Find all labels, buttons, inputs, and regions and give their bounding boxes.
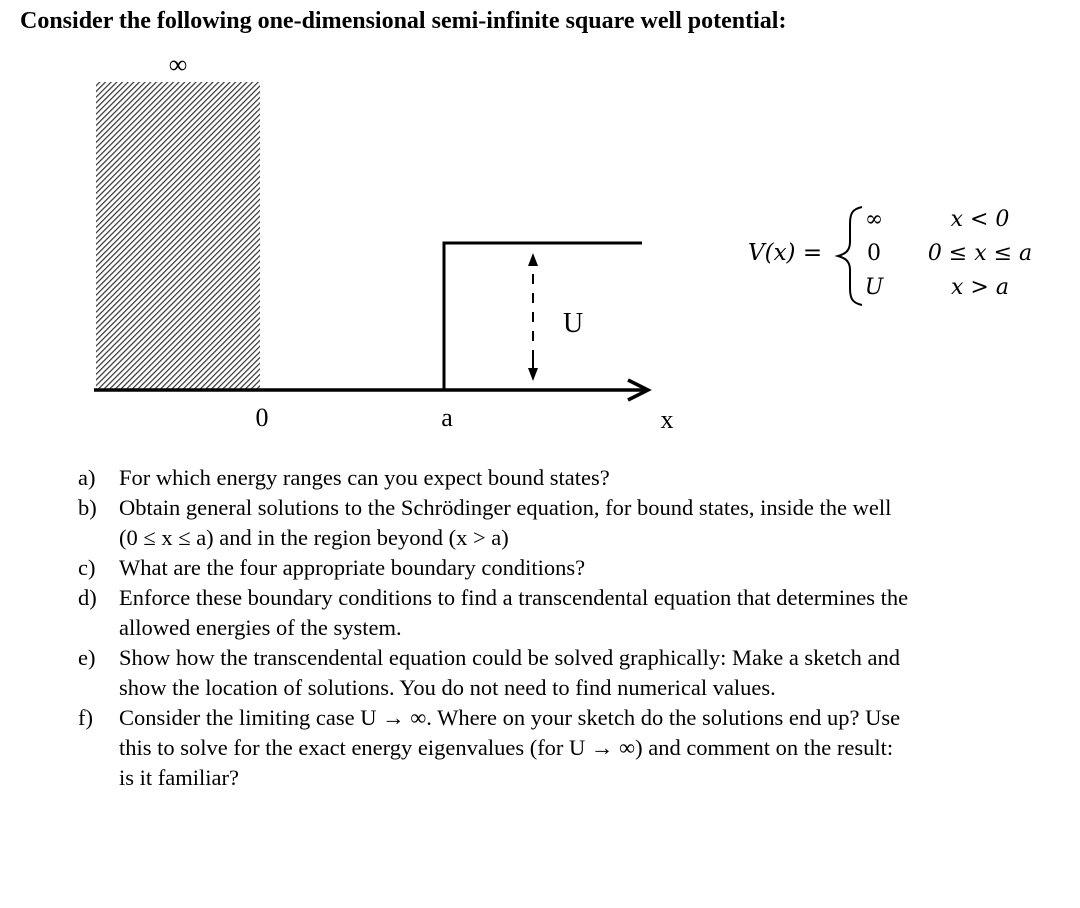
case-value-2: 0 (867, 241, 881, 266)
question-text (119, 463, 1068, 493)
problem-title: Consider the following one-dimensional semi-infinite square well potential: (20, 8, 787, 34)
question-line: allowed energies of the system. (119, 615, 402, 640)
question-line: is it familiar? (119, 765, 239, 790)
question-letter: f) (78, 705, 93, 730)
step-height-label: U (563, 308, 584, 339)
question-letter: a) (78, 465, 96, 490)
potential-lhs: V(x) = (748, 240, 823, 266)
case-value-3: U (864, 275, 884, 300)
tick-label-0: 0 (255, 403, 269, 432)
infinite-wall (96, 82, 260, 390)
question-list (78, 463, 1068, 793)
infinity-label: ∞ (168, 50, 188, 79)
question-text (119, 703, 1068, 793)
question-item-c (78, 553, 1068, 583)
question-text (119, 643, 1068, 703)
question-line: Consider the limiting case U → ∞. Where on your sketch do the solutions end up? Use (119, 705, 901, 730)
case-condition-1: x < 0 (950, 207, 1010, 232)
question-line: What are the four appropriate boundary conditions? (119, 555, 586, 580)
question-line: Obtain general solutions to the Schrödinger equation, for bound states, inside the well (119, 495, 892, 520)
question-line: this to solve for the exact energy eigenvalues (for U → ∞) and comment on the result: (119, 735, 894, 760)
question-line: Enforce these boundary conditions to find a transcendental equation that determines the (119, 585, 909, 610)
question-line: show the location of solutions. You do not need to find numerical values. (119, 675, 776, 700)
case-value-1: ∞ (864, 207, 884, 232)
step-height-arrow (528, 253, 538, 381)
question-letter: c) (78, 555, 96, 580)
case-condition-3: x > a (951, 275, 1009, 300)
question-line: For which energy ranges can you expect bound states? (119, 465, 610, 490)
question-letter: b) (78, 495, 97, 520)
question-line: (0 ≤ x ≤ a) and in the region beyond (x > a) (119, 525, 509, 550)
case-condition-2: 0 ≤ x ≤ a (927, 241, 1033, 266)
potential-step (444, 243, 642, 390)
question-item-a (78, 463, 1068, 493)
question-item-b (78, 493, 1068, 553)
potential-definition (748, 207, 1032, 305)
question-line: Show how the transcendental equation could be solved graphically: Make a sketch and (119, 645, 901, 670)
piecewise-brace (838, 207, 862, 305)
question-text (119, 583, 1068, 643)
question-item-e (78, 643, 1068, 703)
x-axis-label: x (660, 405, 674, 434)
question-letter: e) (78, 645, 96, 670)
question-text (119, 493, 1068, 553)
question-letter: d) (78, 585, 97, 610)
question-text (119, 553, 1068, 583)
tick-label-a: a (441, 403, 453, 432)
question-item-f (78, 703, 1068, 793)
question-item-d (78, 583, 1068, 643)
